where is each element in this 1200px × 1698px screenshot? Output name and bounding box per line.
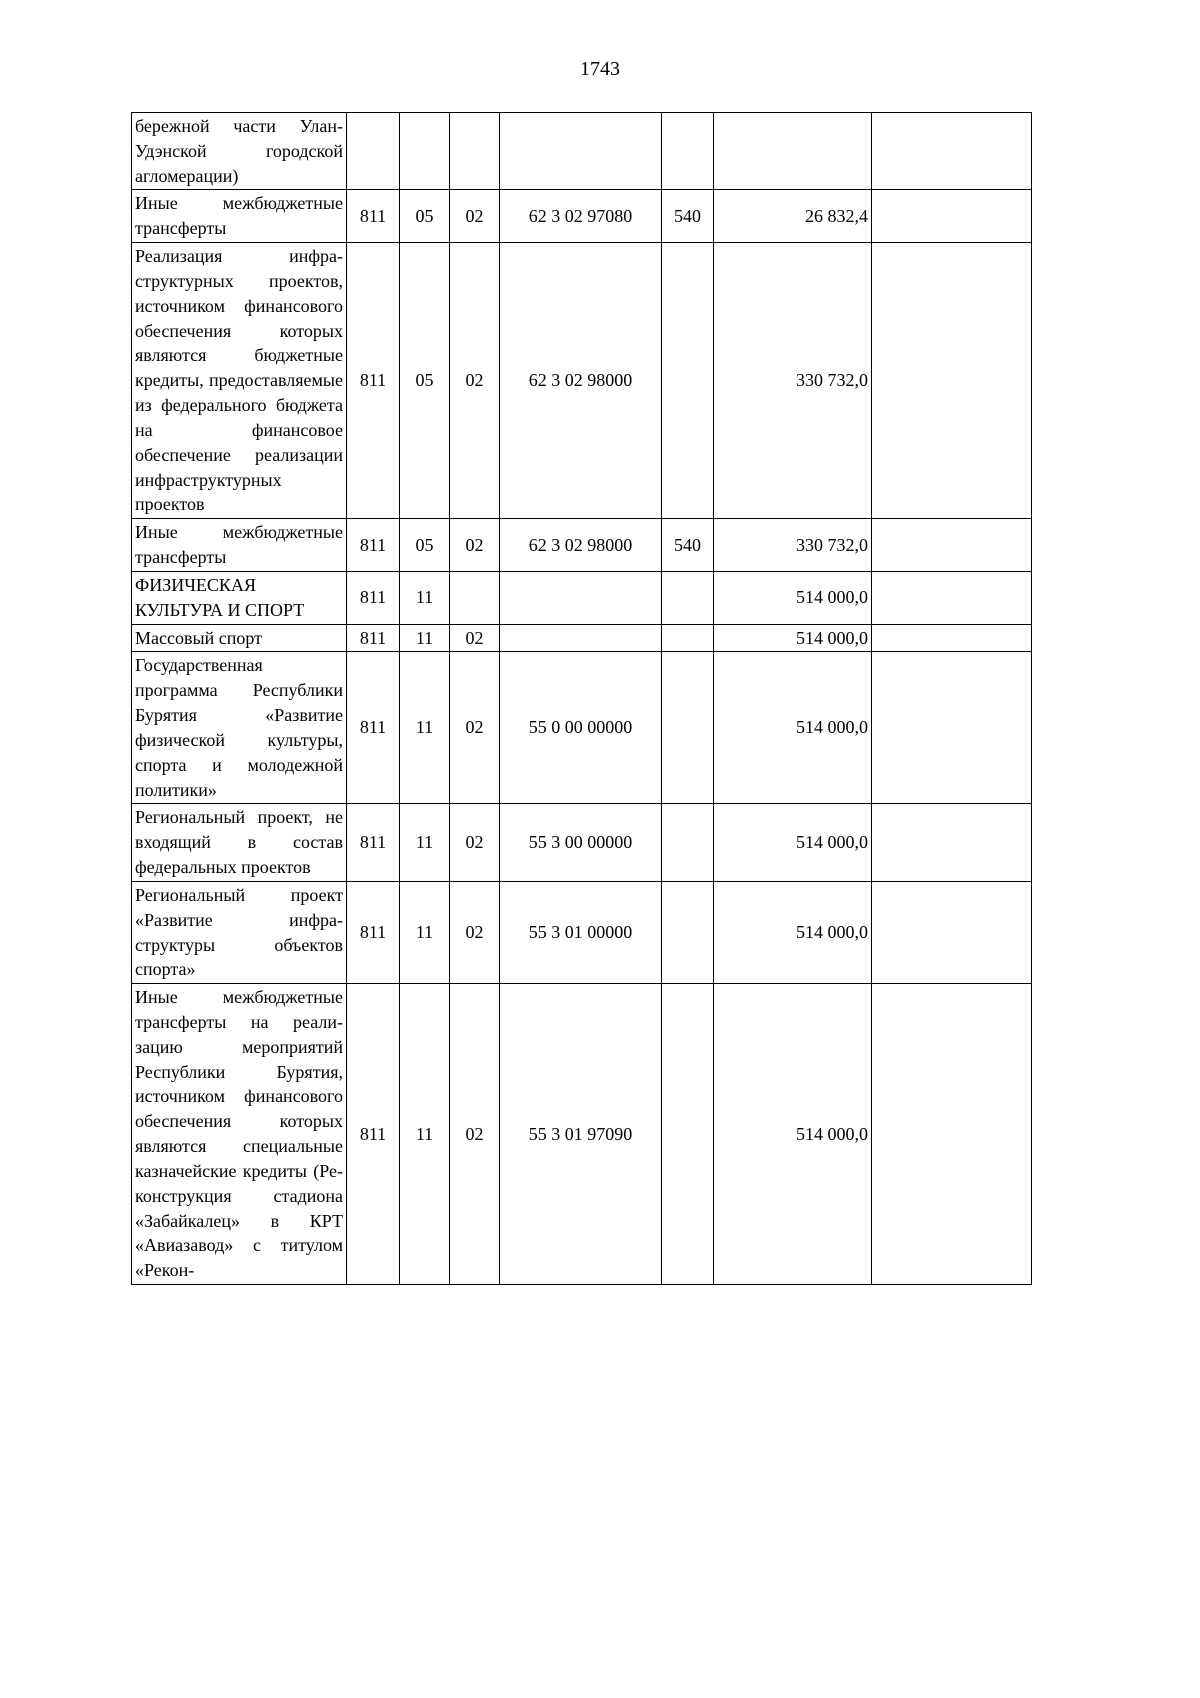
row-title: ФИЗИЧЕСКАЯ КУЛЬТУРА И СПОРТ	[132, 571, 347, 624]
section-code: 11	[400, 804, 450, 881]
row-title: Региональный проект «Развитие инфраструктуры объектов спорта»	[132, 881, 347, 983]
amount: 514 000,0	[714, 804, 872, 881]
note	[872, 624, 1032, 652]
section-code: 11	[400, 652, 450, 804]
amount: 514 000,0	[714, 881, 872, 983]
expense-type	[662, 243, 714, 519]
expense-type	[662, 571, 714, 624]
subsection-code: 02	[450, 881, 500, 983]
expense-type	[662, 984, 714, 1285]
subsection-code: 02	[450, 984, 500, 1285]
section-code: 05	[400, 519, 450, 572]
amount: 26 832,4	[714, 190, 872, 243]
target-article	[500, 571, 662, 624]
page-number: 1743	[580, 58, 620, 80]
section-code: 11	[400, 881, 450, 983]
subsection-code: 02	[450, 519, 500, 572]
expense-type: 540	[662, 190, 714, 243]
target-article: 55 3 01 97090	[500, 984, 662, 1285]
target-article	[500, 624, 662, 652]
row-title: бережной части Улан-Удэнской городской агломерации)	[132, 113, 347, 190]
note	[872, 804, 1032, 881]
grbs-code: 811	[347, 243, 400, 519]
section-code: 05	[400, 243, 450, 519]
section-code: 05	[400, 190, 450, 243]
expense-type	[662, 804, 714, 881]
amount: 330 732,0	[714, 519, 872, 572]
target-article: 55 0 00 00000	[500, 652, 662, 804]
subsection-code: 02	[450, 804, 500, 881]
amount	[714, 113, 872, 190]
subsection-code	[450, 113, 500, 190]
grbs-code: 811	[347, 519, 400, 572]
target-article: 55 3 00 00000	[500, 804, 662, 881]
section-code: 11	[400, 571, 450, 624]
section-code: 11	[400, 624, 450, 652]
grbs-code	[347, 113, 400, 190]
grbs-code: 811	[347, 624, 400, 652]
row-title: Государственная программа Республики Бурятия «Развитие физической культуры, спорта и молодежной политики»	[132, 652, 347, 804]
table-row	[132, 571, 1032, 624]
table-row	[132, 519, 1032, 572]
row-title: Иные межбюджетные трансферты на реализацию мероприятий Республики Бурятия, источником финансового обеспечения которых являются специальные казначейские кредиты (Реконструкция стадиона «Забайкалец» в КРТ «Авиазавод» с титулом «Рекон-	[132, 984, 347, 1285]
table-row	[132, 624, 1032, 652]
expense-type	[662, 113, 714, 190]
section-code	[400, 113, 450, 190]
amount: 514 000,0	[714, 984, 872, 1285]
table-row	[132, 804, 1032, 881]
note	[872, 571, 1032, 624]
target-article: 62 3 02 98000	[500, 519, 662, 572]
table-row	[132, 190, 1032, 243]
note	[872, 984, 1032, 1285]
subsection-code: 02	[450, 243, 500, 519]
grbs-code: 811	[347, 984, 400, 1285]
row-title: Массовый спорт	[132, 624, 347, 652]
amount: 514 000,0	[714, 571, 872, 624]
expense-type	[662, 652, 714, 804]
table-row	[132, 881, 1032, 983]
note	[872, 190, 1032, 243]
budget-table	[131, 112, 1032, 1285]
amount: 330 732,0	[714, 243, 872, 519]
target-article	[500, 113, 662, 190]
grbs-code: 811	[347, 881, 400, 983]
subsection-code: 02	[450, 652, 500, 804]
row-title: Региональный проект, не входящий в состав федеральных проектов	[132, 804, 347, 881]
note	[872, 881, 1032, 983]
expense-type	[662, 624, 714, 652]
expense-type	[662, 881, 714, 983]
amount: 514 000,0	[714, 624, 872, 652]
target-article: 62 3 02 98000	[500, 243, 662, 519]
grbs-code: 811	[347, 190, 400, 243]
row-title: Иные межбюджетные трансферты	[132, 190, 347, 243]
grbs-code: 811	[347, 652, 400, 804]
subsection-code: 02	[450, 190, 500, 243]
subsection-code	[450, 571, 500, 624]
table-row	[132, 113, 1032, 190]
note	[872, 652, 1032, 804]
note	[872, 113, 1032, 190]
row-title: Иные межбюджетные трансферты	[132, 519, 347, 572]
note	[872, 519, 1032, 572]
note	[872, 243, 1032, 519]
target-article: 55 3 01 00000	[500, 881, 662, 983]
grbs-code: 811	[347, 571, 400, 624]
row-title: Реализация инфраструктурных проектов, источником финансового обеспечения которых являются бюджетные кредиты, предоставляемые из федерального бюджета на финансовое обеспечение реализации инфраструктурных проектов	[132, 243, 347, 519]
subsection-code: 02	[450, 624, 500, 652]
table-row	[132, 652, 1032, 804]
target-article: 62 3 02 97080	[500, 190, 662, 243]
section-code: 11	[400, 984, 450, 1285]
expense-type: 540	[662, 519, 714, 572]
table-row	[132, 984, 1032, 1285]
amount: 514 000,0	[714, 652, 872, 804]
grbs-code: 811	[347, 804, 400, 881]
table-row	[132, 243, 1032, 519]
